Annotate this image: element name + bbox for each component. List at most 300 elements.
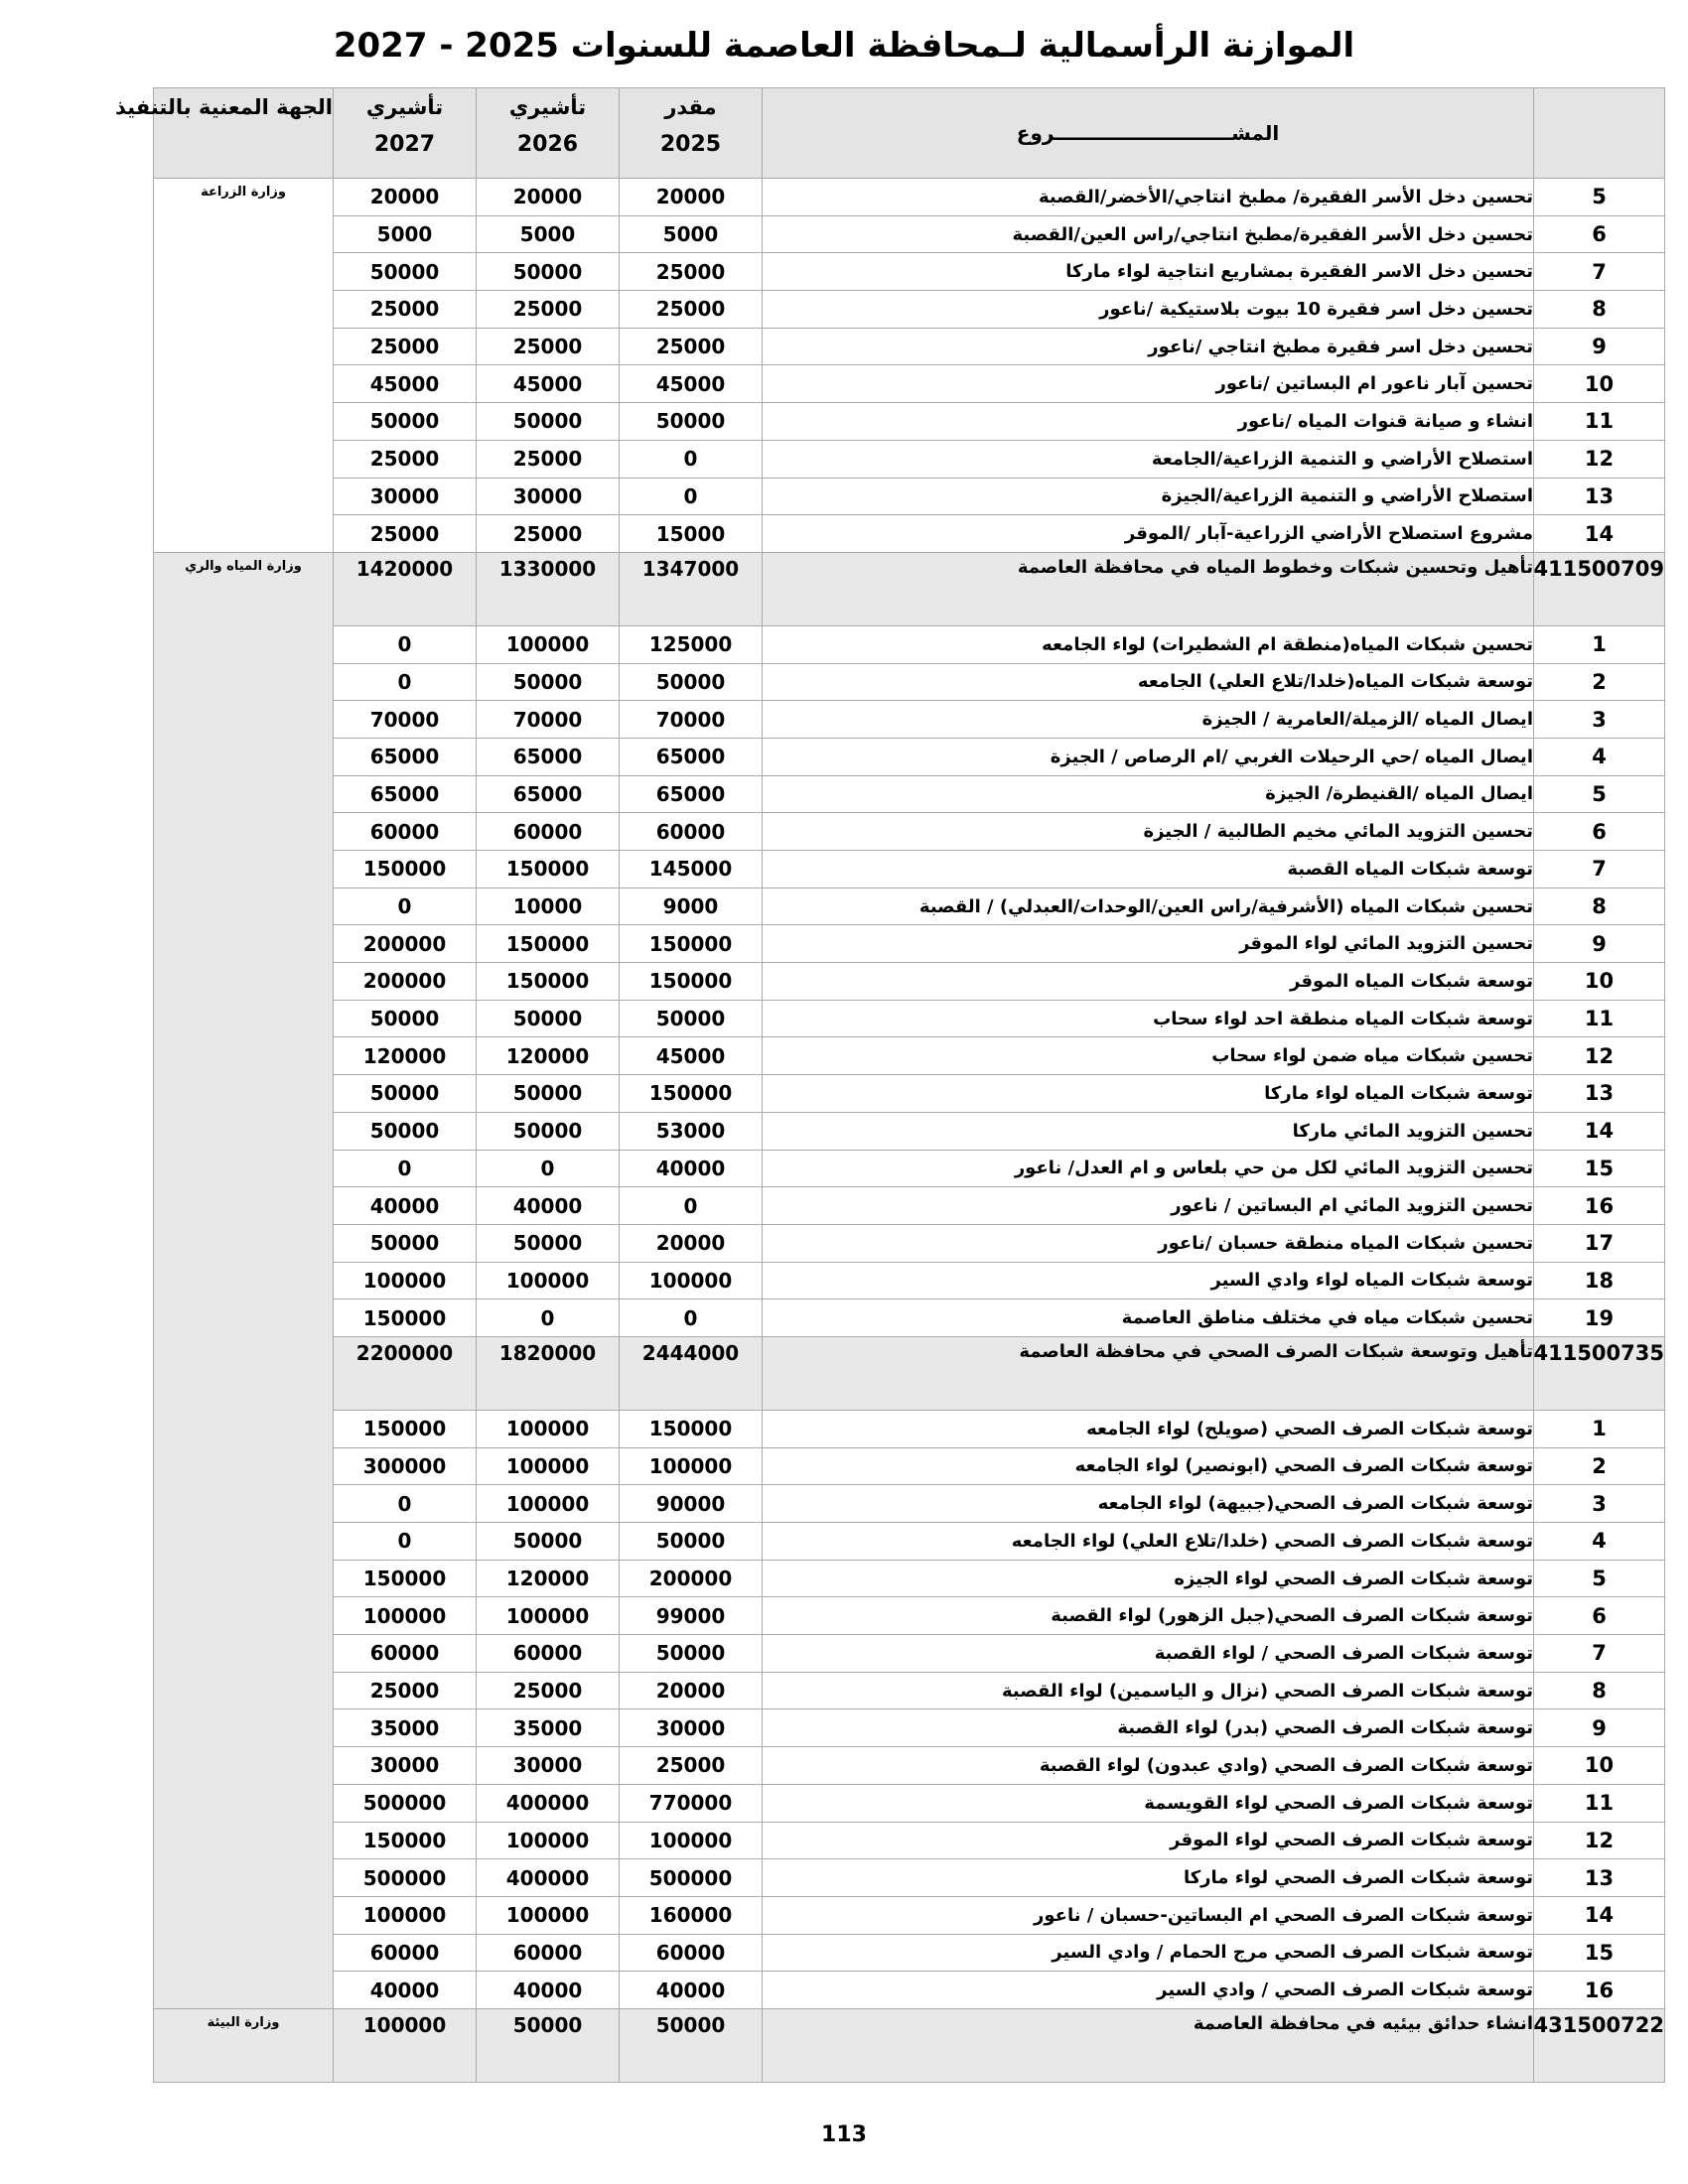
row-value-2026: 150000 [477,963,620,1001]
row-number: 13 [1534,1075,1665,1113]
row-value-2025: 25000 [620,253,763,291]
row-value-2025: 65000 [620,738,763,775]
row-project: ايصال المياه /الزميلة/العامرية / الجيزة [763,701,1534,739]
row-number: 11 [1534,1000,1665,1037]
row-number: 11 [1534,1784,1665,1822]
row-project: توسعة شبكات المياه(خلدا/تلاع العلي) الجامعه [763,663,1534,701]
table-row [154,1635,1665,1673]
row-number: 8 [1534,1672,1665,1709]
row-value-2027: 0 [334,663,477,701]
row-number: 4 [1534,1523,1665,1561]
row-project: توسعة شبكات المياه منطقة احد لواء سحاب [763,1000,1534,1037]
row-number: 16 [1534,1187,1665,1225]
row-value-2027: 150000 [334,1299,477,1337]
row-number: 12 [1534,1822,1665,1859]
row-number: 9 [1534,1709,1665,1747]
table-row [154,1597,1665,1635]
table-row [154,365,1665,403]
row-number: 7 [1534,851,1665,888]
row-project: توسعة شبكات المياه لواء ماركا [763,1075,1534,1113]
table-row [154,1822,1665,1859]
row-number: 2 [1534,1447,1665,1485]
header-index-blank [1534,88,1665,179]
table-row [154,738,1665,775]
table-row [154,1299,1665,1337]
row-value-2027: 25000 [334,328,477,365]
table-row [154,1262,1665,1299]
agency-cell [154,552,334,2008]
row-value-2025: 150000 [620,963,763,1001]
row-number: 5 [1534,775,1665,813]
row-value-2027: 2200000 [334,1336,477,1410]
row-value-2025: 20000 [620,1672,763,1709]
row-project: تأهيل وتوسعة شبكات الصرف الصحي في محافظة العاصمة [763,1336,1534,1410]
row-value-2025: 25000 [620,291,763,329]
row-project: تحسين دخل اسر فقيرة 10 بيوت بلاستيكية /ناعور [763,291,1534,329]
row-value-2025: 145000 [620,851,763,888]
row-project: توسعة شبكات الصرف الصحي(جبل الزهور) لواء القصبة [763,1597,1534,1635]
row-number: 19 [1534,1299,1665,1337]
table-row [154,1037,1665,1075]
row-value-2026: 65000 [477,775,620,813]
row-value-2027: 200000 [334,963,477,1001]
row-value-2027: 150000 [334,1822,477,1859]
table-row [154,215,1665,253]
row-value-2026: 35000 [477,1709,620,1747]
row-value-2025: 100000 [620,1262,763,1299]
row-value-2025: 50000 [620,663,763,701]
table-row [154,1410,1665,1447]
row-value-2026: 100000 [477,1896,620,1934]
row-value-2027: 65000 [334,775,477,813]
row-value-2025: 5000 [620,215,763,253]
row-value-2025: 100000 [620,1822,763,1859]
table-row [154,925,1665,963]
row-value-2027: 120000 [334,1037,477,1075]
row-number: 6 [1534,215,1665,253]
row-number: 3 [1534,1485,1665,1523]
row-number: 11 [1534,403,1665,441]
row-value-2026: 150000 [477,925,620,963]
header-agency-label: الجهة المعنية بالتنفيذ [115,95,333,119]
row-project: انشاء و صيانة قنوات المياه /ناعور [763,403,1534,441]
row-number: 10 [1534,963,1665,1001]
row-value-2025: 125000 [620,625,763,663]
row-project: ايصال المياه /القنيطرة/ الجيزة [763,775,1534,813]
row-value-2025: 30000 [620,1709,763,1747]
table-row [154,1187,1665,1225]
row-value-2027: 50000 [334,253,477,291]
row-value-2026: 5000 [477,215,620,253]
program-row [154,552,1665,625]
row-number: 3 [1534,701,1665,739]
table-header-row [154,88,1665,179]
row-value-2026: 25000 [477,440,620,478]
row-value-2026: 60000 [477,813,620,851]
row-project: توسعة شبكات الصرف الصحي لواء القويسمة [763,1784,1534,1822]
row-value-2027: 60000 [334,1635,477,1673]
row-project: توسعة شبكات الصرف الصحي (خلدا/تلاع العلي) لواء الجامعه [763,1523,1534,1561]
table-row [154,291,1665,329]
row-value-2026: 20000 [477,179,620,216]
row-value-2026: 40000 [477,1972,620,2009]
row-value-2026: 1820000 [477,1336,620,1410]
row-value-2027: 150000 [334,851,477,888]
row-value-2025: 50000 [620,2008,763,2082]
row-value-2026: 400000 [477,1859,620,1897]
row-value-2026: 70000 [477,701,620,739]
header-agency [115,88,334,179]
row-number: 14 [1534,515,1665,553]
budget-table [115,87,1665,2083]
row-value-2025: 60000 [620,813,763,851]
row-value-2026: 120000 [477,1037,620,1075]
table-row [154,1972,1665,2009]
row-value-2027: 0 [334,887,477,925]
row-value-2026: 100000 [477,1485,620,1523]
row-value-2027: 0 [334,1485,477,1523]
row-value-2025: 100000 [620,1447,763,1485]
row-value-2027: 30000 [334,1747,477,1785]
row-project: تحسين شبكات المياه(منطقة ام الشطيرات) لواء الجامعه [763,625,1534,663]
page-title: الموازنة الرأسمالية لـمحافظة العاصمة للسنوات 2025 - 2027 [333,26,1355,66]
row-value-2027: 0 [334,1523,477,1561]
row-value-2026: 50000 [477,2008,620,2082]
row-number: 411500709 [1534,552,1665,625]
row-value-2027: 60000 [334,1934,477,1972]
row-project: تحسين التزويد المائي ام البساتين / ناعور [763,1187,1534,1225]
row-value-2027: 50000 [334,1224,477,1262]
row-value-2027: 5000 [334,215,477,253]
table-row [154,1523,1665,1561]
row-value-2026: 100000 [477,625,620,663]
row-project: تحسين دخل الاسر الفقيرة بمشاريع انتاجية لواء ماركا [763,253,1534,291]
agency-label: وزارة الزراعة [201,185,286,200]
row-project: انشاء حدائق بيئيه في محافظة العاصمة [763,2008,1534,2082]
row-project: توسعة شبكات الصرف الصحي لواء الموقر [763,1822,1534,1859]
row-number: 8 [1534,291,1665,329]
row-value-2025: 1347000 [620,552,763,625]
row-value-2026: 25000 [477,328,620,365]
row-value-2027: 25000 [334,291,477,329]
row-value-2026: 40000 [477,1187,620,1225]
row-number: 5 [1534,1560,1665,1597]
row-project: تحسين التزويد المائي لكل من حي بلعاس و ام العدل/ ناعور [763,1150,1534,1187]
row-value-2027: 40000 [334,1187,477,1225]
row-project: تحسين آبار ناعور ام البساتين /ناعور [763,365,1534,403]
row-value-2026: 100000 [477,1822,620,1859]
row-value-2025: 40000 [620,1972,763,2009]
row-project: تحسين التزويد المائي ماركا [763,1112,1534,1150]
row-value-2027: 200000 [334,925,477,963]
row-number: 6 [1534,813,1665,851]
row-project: ايصال المياه /حي الرحيلات الغربي /ام الرصاص / الجيزة [763,738,1534,775]
row-value-2026: 10000 [477,887,620,925]
row-value-2025: 99000 [620,1597,763,1635]
row-value-2026: 100000 [477,1447,620,1485]
agency-label: وزارة المياه والري [185,558,302,574]
row-project: مشروع استصلاح الأراضي الزراعية-آبار /الموقر [763,515,1534,553]
row-value-2025: 53000 [620,1112,763,1150]
row-project: توسعة شبكات الصرف الصحي (صويلح) لواء الجامعه [763,1410,1534,1447]
table-row [154,478,1665,515]
row-project: توسعة شبكات الصرف الصحي (ابونصير) لواء الجامعه [763,1447,1534,1485]
row-value-2026: 0 [477,1150,620,1187]
row-project: تحسين التزويد المائي مخيم الطالبية / الجيزة [763,813,1534,851]
row-value-2026: 1330000 [477,552,620,625]
row-value-2027: 100000 [334,1597,477,1635]
row-number: 431500722 [1534,2008,1665,2082]
row-value-2026: 60000 [477,1635,620,1673]
row-value-2027: 100000 [334,1896,477,1934]
row-number: 17 [1534,1224,1665,1262]
row-value-2026: 50000 [477,403,620,441]
table-row [154,1485,1665,1523]
row-value-2026: 25000 [477,515,620,553]
page-number: 113 [821,2122,867,2147]
table-row [154,1747,1665,1785]
header-2027-label: تأشيري [365,95,444,119]
table-row [154,403,1665,441]
row-value-2027: 50000 [334,1112,477,1150]
row-value-2025: 200000 [620,1560,763,1597]
header-2026-label: تأشيري [508,95,587,119]
row-value-2026: 25000 [477,291,620,329]
row-value-2026: 120000 [477,1560,620,1597]
row-value-2025: 65000 [620,775,763,813]
row-value-2026: 100000 [477,1597,620,1635]
row-value-2025: 20000 [620,1224,763,1262]
row-value-2026: 150000 [477,851,620,888]
row-project: توسعة شبكات الصرف الصحي(جبيهة) لواء الجامعه [763,1485,1534,1523]
table-row [154,1672,1665,1709]
row-number: 15 [1534,1150,1665,1187]
table-row [154,515,1665,553]
row-value-2026: 45000 [477,365,620,403]
header-project: المشــــــــــــــــــــــــــروع [763,88,1534,179]
table-row [154,1784,1665,1822]
row-value-2026: 50000 [477,663,620,701]
row-project: توسعة شبكات المياه الموقر [763,963,1534,1001]
row-value-2027: 35000 [334,1709,477,1747]
row-value-2025: 50000 [620,1000,763,1037]
row-value-2026: 50000 [477,253,620,291]
header-2025 [620,88,763,179]
table-row [154,179,1665,216]
row-value-2025: 150000 [620,1075,763,1113]
row-number: 411500735 [1534,1336,1665,1410]
row-value-2027: 45000 [334,365,477,403]
table-row [154,1709,1665,1747]
row-value-2027: 50000 [334,1000,477,1037]
row-number: 2 [1534,663,1665,701]
row-value-2027: 25000 [334,1672,477,1709]
row-value-2026: 50000 [477,1523,620,1561]
row-number: 12 [1534,1037,1665,1075]
row-project: تحسين دخل الأسر الفقيرة/مطبخ انتاجي/راس العين/القصبة [763,215,1534,253]
row-value-2025: 15000 [620,515,763,553]
row-value-2026: 50000 [477,1112,620,1150]
row-value-2027: 70000 [334,701,477,739]
row-number: 13 [1534,478,1665,515]
table-row [154,1934,1665,1972]
row-value-2026: 50000 [477,1224,620,1262]
row-value-2025: 25000 [620,1747,763,1785]
table-row [154,813,1665,851]
row-number: 12 [1534,440,1665,478]
row-project: استصلاح الأراضي و التنمية الزراعية/الجيزة [763,478,1534,515]
row-number: 6 [1534,1597,1665,1635]
row-value-2027: 25000 [334,515,477,553]
row-number: 8 [1534,887,1665,925]
row-number: 4 [1534,738,1665,775]
row-value-2025: 40000 [620,1150,763,1187]
table-row [154,1075,1665,1113]
table-row [154,1150,1665,1187]
table-row [154,253,1665,291]
row-number: 9 [1534,328,1665,365]
row-value-2025: 0 [620,1299,763,1337]
agency-label: وزارة البيئة [207,2014,280,2030]
row-project: توسعة شبكات الصرف الصحي مرج الحمام / وادي السير [763,1934,1534,1972]
row-value-2026: 50000 [477,1000,620,1037]
header-2027-year: 2027 [373,132,436,157]
header-2026-year: 2026 [516,132,579,157]
table-row [154,1112,1665,1150]
row-value-2026: 0 [477,1299,620,1337]
table-row [154,1000,1665,1037]
row-project: توسعة شبكات المياه لواء وادي السير [763,1262,1534,1299]
table-row [154,663,1665,701]
table-row [154,328,1665,365]
agency-cell [154,2008,334,2082]
row-value-2025: 500000 [620,1859,763,1897]
row-project: توسعة شبكات الصرف الصحي (نزال و الياسمين) لواء القصبة [763,1672,1534,1709]
row-value-2027: 150000 [334,1410,477,1447]
table-row [154,1447,1665,1485]
row-number: 9 [1534,925,1665,963]
row-value-2027: 150000 [334,1560,477,1597]
row-value-2025: 0 [620,1187,763,1225]
row-project: تحسين دخل الأسر الفقيرة/ مطبخ انتاجي/الأخضر/القصبة [763,179,1534,216]
row-value-2026: 25000 [477,1672,620,1709]
row-project: توسعة شبكات الصرف الصحي لواء الجيزه [763,1560,1534,1597]
row-number: 13 [1534,1859,1665,1897]
table-row [154,440,1665,478]
row-project: تحسين شبكات مياه ضمن لواء سحاب [763,1037,1534,1075]
row-value-2027: 500000 [334,1859,477,1897]
row-value-2026: 30000 [477,478,620,515]
row-project: توسعة شبكات الصرف الصحي ام البساتين-حسبان / ناعور [763,1896,1534,1934]
row-number: 16 [1534,1972,1665,2009]
row-project: توسعة شبكات الصرف الصحي لواء ماركا [763,1859,1534,1897]
row-value-2027: 20000 [334,179,477,216]
row-value-2027: 50000 [334,1075,477,1113]
table-row [154,625,1665,663]
table-row [154,963,1665,1001]
table-row [154,851,1665,888]
row-value-2027: 100000 [334,1262,477,1299]
row-project: توسعة شبكات الصرف الصحي / وادي السير [763,1972,1534,2009]
row-number: 7 [1534,253,1665,291]
row-value-2025: 60000 [620,1934,763,1972]
row-value-2025: 70000 [620,701,763,739]
row-value-2026: 100000 [477,1410,620,1447]
row-project: استصلاح الأراضي و التنمية الزراعية/الجامعة [763,440,1534,478]
table-row [154,1896,1665,1934]
row-number: 10 [1534,365,1665,403]
table-row [154,1224,1665,1262]
header-2027 [334,88,477,179]
row-number: 10 [1534,1747,1665,1785]
table-body [154,179,1665,2083]
row-project: تحسين دخل اسر فقيرة مطبخ انتاجي /ناعور [763,328,1534,365]
table-row [154,775,1665,813]
row-value-2025: 0 [620,440,763,478]
row-value-2025: 150000 [620,1410,763,1447]
row-value-2027: 100000 [334,2008,477,2082]
row-project: تحسين التزويد المائي لواء الموقر [763,925,1534,963]
row-value-2025: 25000 [620,328,763,365]
table-row [154,1560,1665,1597]
row-number: 1 [1534,625,1665,663]
row-project: تحسين شبكات المياه منطقة حسبان /ناعور [763,1224,1534,1262]
row-value-2025: 45000 [620,365,763,403]
row-value-2026: 65000 [477,738,620,775]
row-value-2025: 2444000 [620,1336,763,1410]
row-number: 7 [1534,1635,1665,1673]
row-project: توسعة شبكات الصرف الصحي / لواء القصبة [763,1635,1534,1673]
row-value-2025: 770000 [620,1784,763,1822]
row-value-2025: 20000 [620,179,763,216]
row-value-2027: 0 [334,625,477,663]
agency-cell [154,179,334,553]
row-number: 18 [1534,1262,1665,1299]
row-value-2025: 0 [620,478,763,515]
row-value-2026: 400000 [477,1784,620,1822]
row-project: تحسين شبكات مياه في مختلف مناطق العاصمة [763,1299,1534,1337]
row-project: توسعة شبكات المياه القصبة [763,851,1534,888]
row-project: توسعة شبكات الصرف الصحي (بدر) لواء القصبة [763,1709,1534,1747]
program-row [154,1336,1665,1410]
row-value-2026: 30000 [477,1747,620,1785]
row-value-2027: 40000 [334,1972,477,2009]
row-number: 14 [1534,1896,1665,1934]
row-value-2026: 50000 [477,1075,620,1113]
row-value-2027: 300000 [334,1447,477,1485]
row-value-2027: 30000 [334,478,477,515]
row-value-2027: 50000 [334,403,477,441]
header-2026 [477,88,620,179]
row-value-2027: 65000 [334,738,477,775]
row-value-2025: 45000 [620,1037,763,1075]
row-value-2027: 25000 [334,440,477,478]
row-value-2025: 50000 [620,403,763,441]
row-value-2025: 50000 [620,1635,763,1673]
row-value-2025: 50000 [620,1523,763,1561]
row-value-2026: 60000 [477,1934,620,1972]
row-value-2025: 90000 [620,1485,763,1523]
row-value-2027: 500000 [334,1784,477,1822]
row-value-2027: 0 [334,1150,477,1187]
row-number: 5 [1534,179,1665,216]
row-value-2025: 9000 [620,887,763,925]
table-row [154,1859,1665,1897]
header-2025-label: مقدر [664,95,717,119]
row-project: توسعة شبكات الصرف الصحي (وادي عبدون) لواء القصبة [763,1747,1534,1785]
row-project: تحسين شبكات المياه (الأشرفية/راس العين/الوحدات/العبدلي) / القصبة [763,887,1534,925]
row-project: تأهيل وتحسين شبكات وخطوط المياه في محافظة العاصمة [763,552,1534,625]
